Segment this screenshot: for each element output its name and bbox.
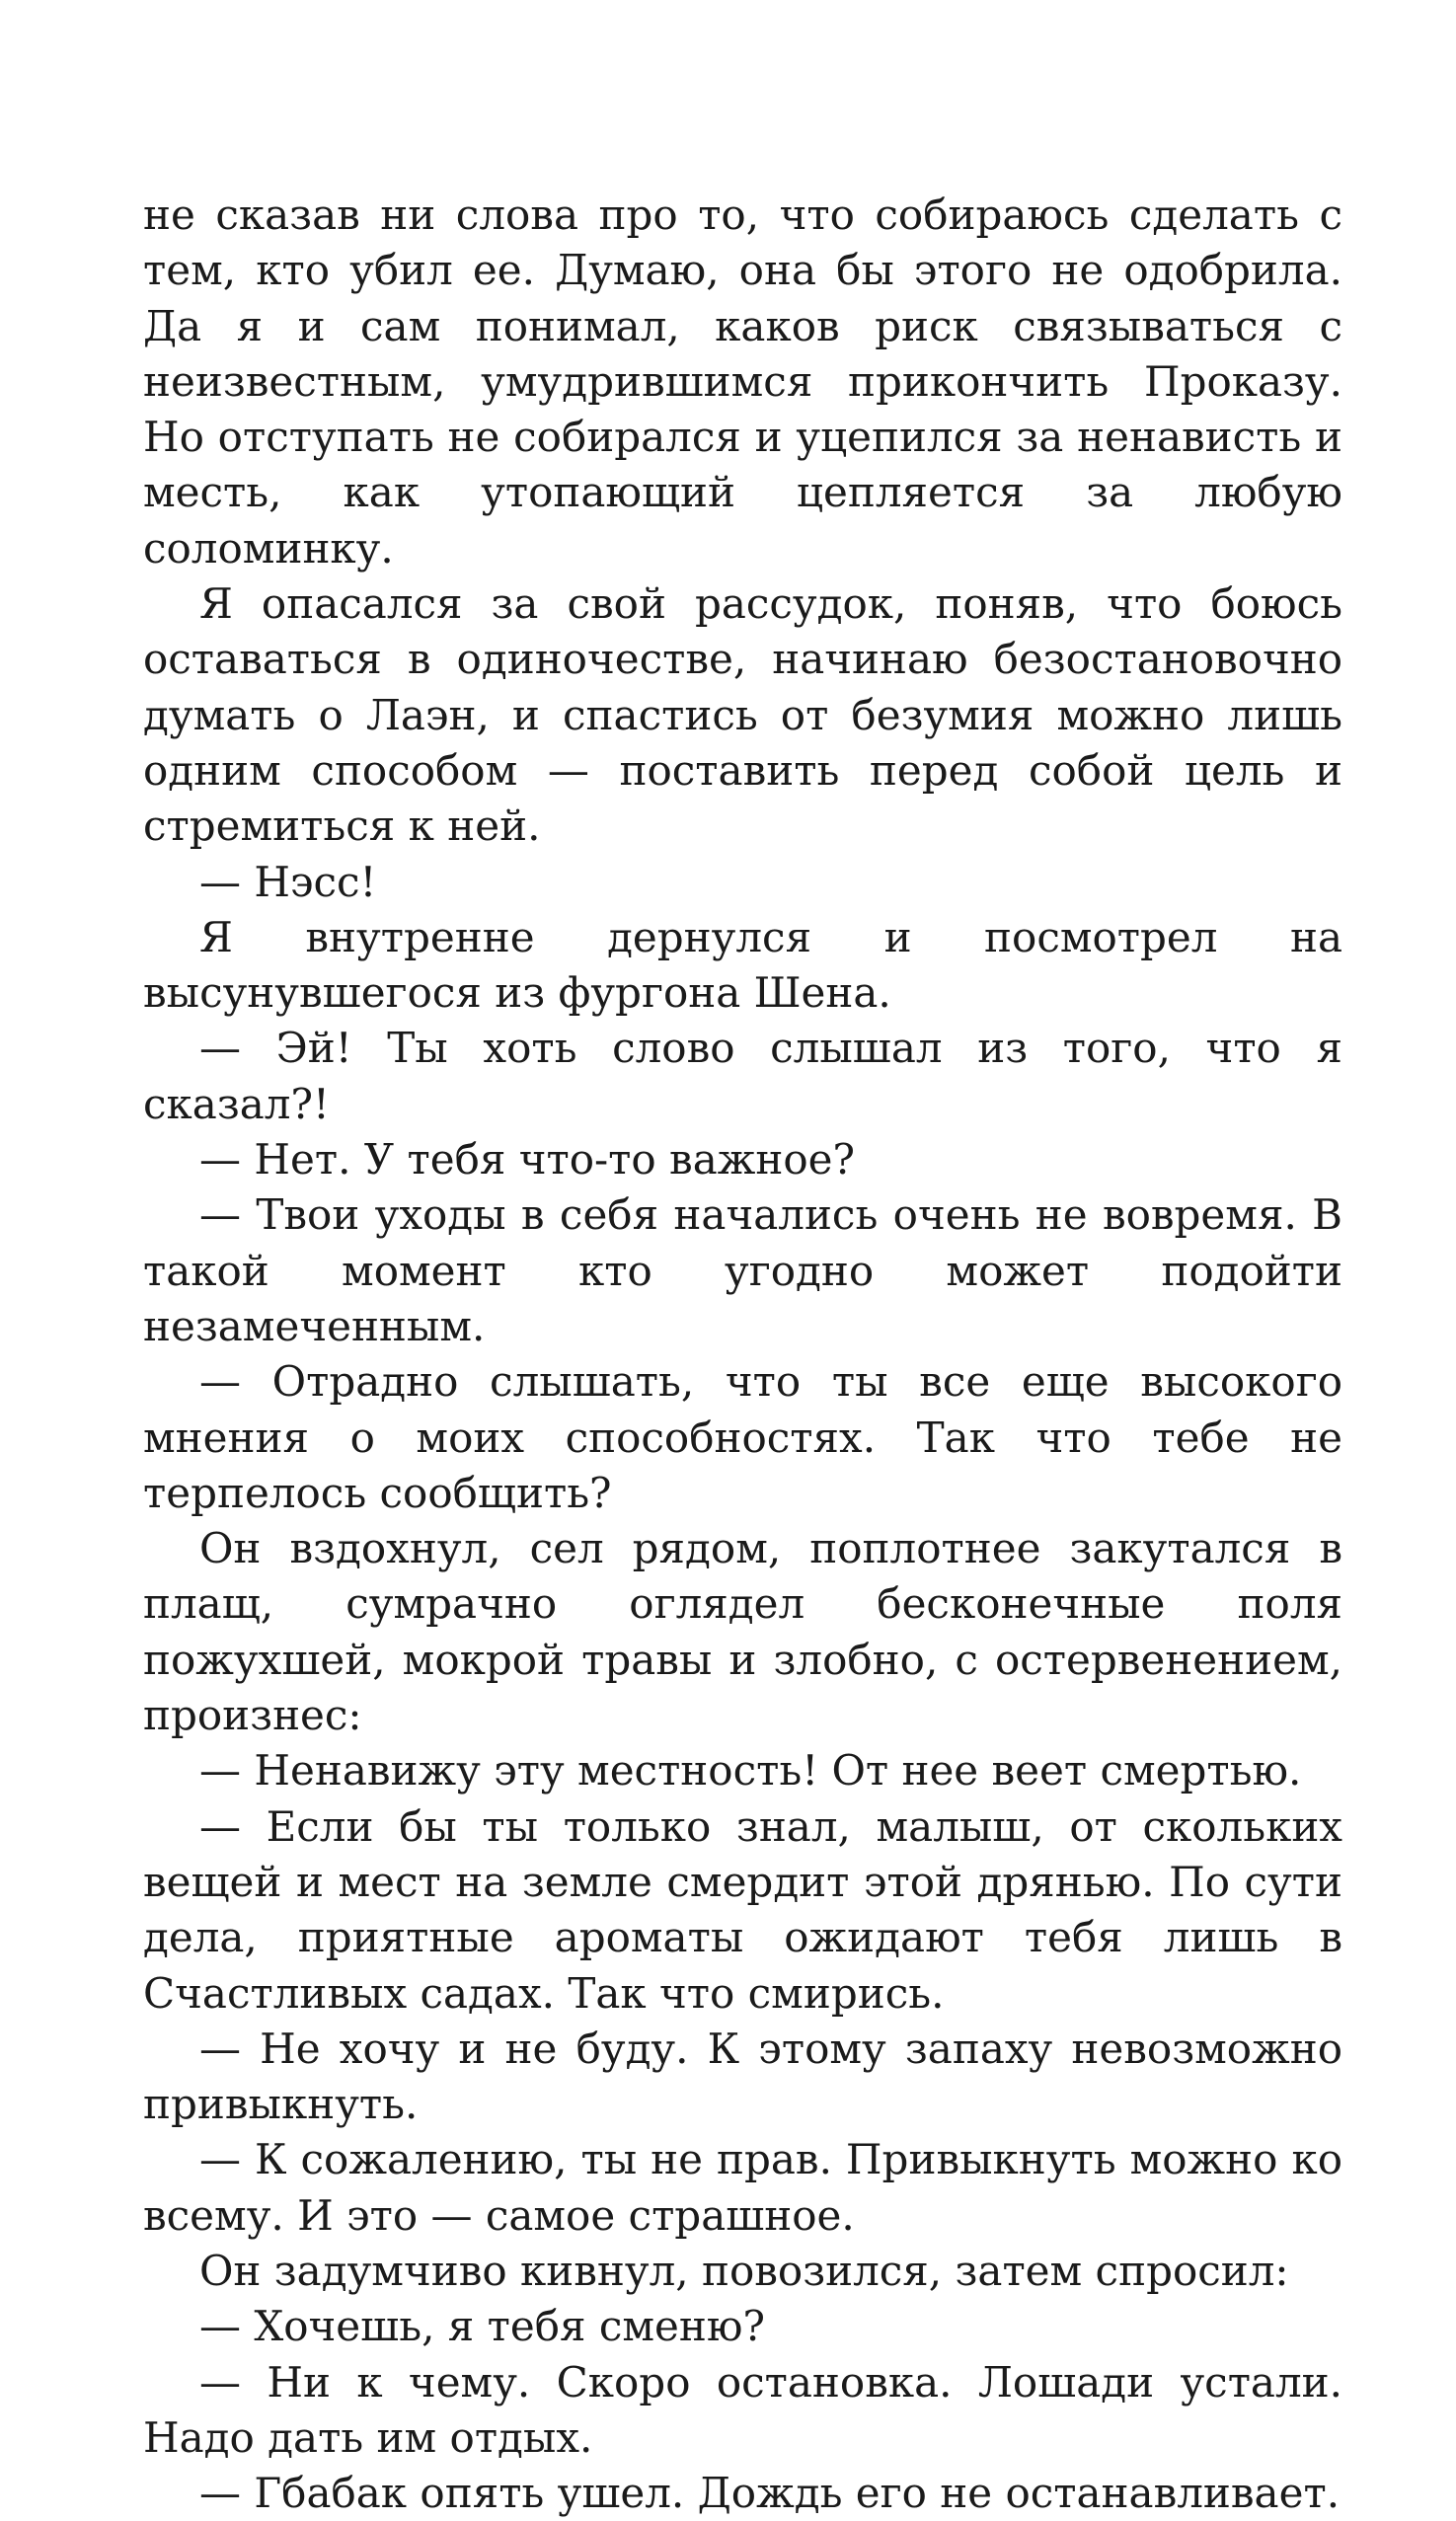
- paragraph: — Эй! Ты хоть слово слышал из того, что я сказал?!: [143, 1024, 1342, 1128]
- paragraph: Я опасался за свой рассудок, поняв, что боюсь оставаться в одиночестве, начинаю безостановочно думать о Лаэн, и спастись от безумия можно лишь одним способом — поставить перед собой цель и стремиться к ней.: [143, 579, 1342, 851]
- paragraph: — К сожалению, ты не прав. Привыкнуть можно ко всему. И это — самое страшное.: [143, 2135, 1342, 2240]
- paragraph: — Ненавижу эту местность! От нее веет смертью.: [199, 1746, 1302, 1795]
- paragraph: — Отрадно слышать, что ты все еще высокого мнения о моих способностях. Так что тебе не терпелось сообщить?: [143, 1357, 1342, 1517]
- book-page-text: [143, 188, 1342, 2521]
- paragraph: — Не хочу и не буду. К этому запаху невозможно привыкнуть.: [143, 2024, 1342, 2129]
- paragraph: — Гбабак опять ушел. Дождь его не останавливает.: [199, 2469, 1341, 2518]
- paragraph: — Нет. У тебя что-то важное?: [199, 1135, 856, 1184]
- paragraph: Он вздохнул, сел рядом, поплотнее закутался в плащ, сумрачно оглядел бесконечные поля пожухшей, мокрой травы и злобно, с остервенением, произнес:: [143, 1524, 1342, 1740]
- paragraph: — Если бы ты только знал, малыш, от скольких вещей и мест на земле смердит этой дрянью. По сути дела, приятные ароматы ожидают тебя лишь в Счастливых садах. Так что смирись.: [143, 1801, 1342, 2018]
- paragraph: — Хочешь, я тебя сменю?: [199, 2302, 765, 2351]
- paragraph: — Нэсс!: [199, 857, 377, 906]
- paragraph: — Твои уходы в себя начались очень не вовремя. В такой момент кто угодно может подойти незамеченным.: [143, 1190, 1342, 1350]
- paragraph: — Ни к чему. Скоро остановка. Лошади устали. Надо дать им отдых.: [143, 2357, 1342, 2462]
- paragraph: Он задумчиво кивнул, повозился, затем спросил:: [199, 2246, 1289, 2295]
- paragraph: не сказав ни слова про то, что собираюсь сделать с тем, кто убил ее. Думаю, она бы этого не одобрила. Да я и сам понимал, каков риск связываться с неизвестным, умудрившимся прикончить Проказу. Но отступать не собирался и уцепился за ненависть и месть, как утопающий цепляется за любую соломинку.: [143, 191, 1342, 573]
- paragraph: Я внутренне дернулся и посмотрел на высунувшегося из фургона Шена.: [143, 912, 1342, 1018]
